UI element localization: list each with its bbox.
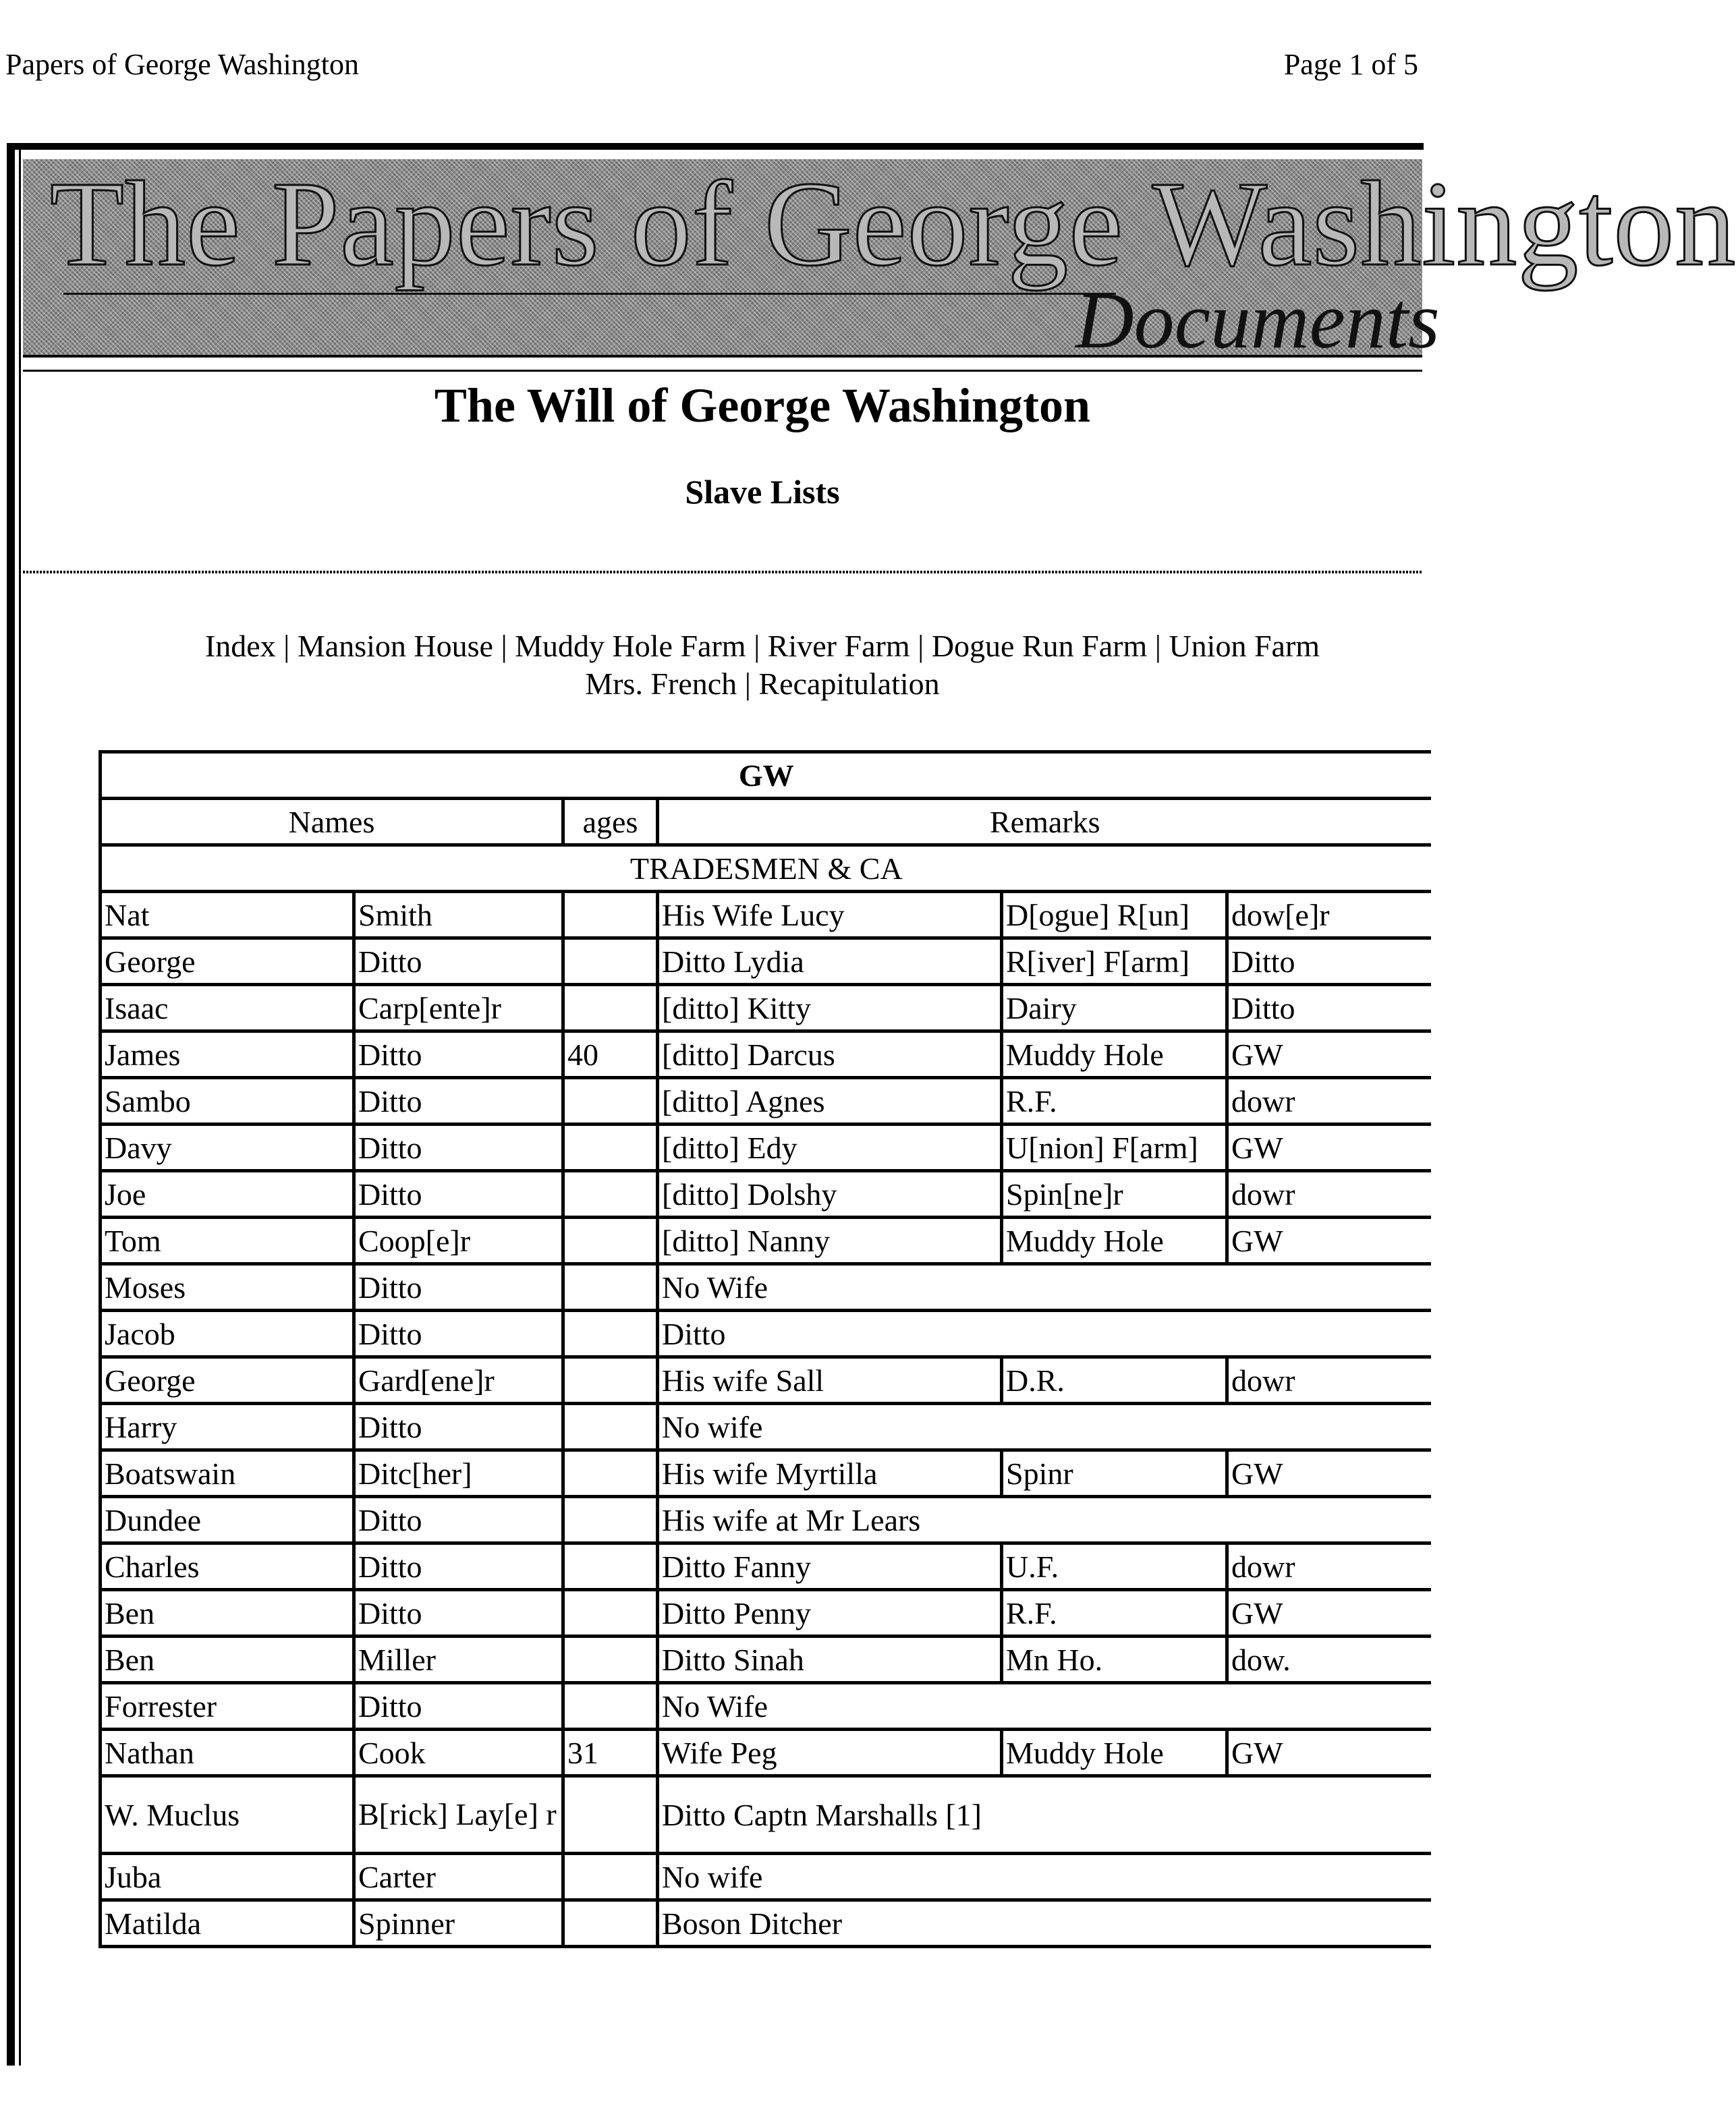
cell-place: Spin[ne]r (1002, 1171, 1227, 1218)
cell-remark: [ditto] Edy (658, 1125, 1002, 1171)
nav-separator: | (744, 666, 751, 701)
cell-remark: No Wife (658, 1683, 1431, 1730)
cell-age (563, 1590, 658, 1637)
cell-name: Juba (101, 1854, 354, 1900)
cell-age (563, 1125, 658, 1171)
cell-trade: Carp[ente]r (354, 985, 563, 1031)
table-row (101, 1730, 1431, 1776)
cell-remark: No wife (658, 1404, 1431, 1450)
cell-name: Harry (101, 1404, 354, 1450)
banner-divider (23, 370, 1422, 372)
cell-trade: Ditto (354, 938, 563, 985)
frame-top-border (7, 143, 1424, 150)
cell-trade: Ditto (354, 1404, 563, 1450)
cell-owner: dowr (1227, 1171, 1431, 1218)
column-header-ages: ages (563, 799, 658, 845)
table-row (101, 1590, 1431, 1637)
cell-place: Mn Ho. (1002, 1637, 1227, 1683)
cell-name: Charles (101, 1543, 354, 1590)
cell-owner: dowr (1227, 1543, 1431, 1590)
cell-owner: GW (1227, 1031, 1431, 1078)
banner-subtitle: Documents (1075, 275, 1440, 365)
nav-link-recapitulation[interactable]: Recapitulation (758, 666, 940, 701)
table-row (101, 1683, 1431, 1730)
cell-age: 40 (563, 1031, 658, 1078)
cell-remark: His wife Sall (658, 1357, 1002, 1404)
cell-name: Moses (101, 1264, 354, 1311)
nav-link-dogue-run-farm[interactable]: Dogue Run Farm (931, 629, 1148, 663)
cell-trade: Ditto (354, 1264, 563, 1311)
slave-list-table (99, 750, 1431, 1948)
banner-title: The Papers of George Washington (50, 157, 1736, 291)
page-subtitle: Slave Lists (685, 473, 840, 511)
cell-name: Boatswain (101, 1450, 354, 1497)
cell-name: Joe (101, 1171, 354, 1218)
cell-place: Muddy Hole (1002, 1031, 1227, 1078)
cell-trade: Ditto (354, 1311, 563, 1357)
cell-owner: GW (1227, 1218, 1431, 1264)
table-row (101, 1125, 1431, 1171)
dotted-divider (23, 571, 1422, 573)
cell-place: R.F. (1002, 1590, 1227, 1637)
cell-remark: [ditto] Kitty (658, 985, 1002, 1031)
cell-remark: Wife Peg (658, 1730, 1002, 1776)
table-row (101, 892, 1431, 938)
table-row (101, 1031, 1431, 1078)
nav-separator: | (501, 629, 507, 663)
cell-age (563, 1171, 658, 1218)
cell-trade: Ditto (354, 1543, 563, 1590)
cell-remark: No Wife (658, 1264, 1431, 1311)
table-row (101, 1218, 1431, 1264)
cell-remark: [ditto] Nanny (658, 1218, 1002, 1264)
table-row (101, 1497, 1431, 1543)
cell-name: Tom (101, 1218, 354, 1264)
cell-age (563, 1450, 658, 1497)
nav-link-river-farm[interactable]: River Farm (767, 629, 910, 663)
cell-trade: Ditto (354, 1683, 563, 1730)
table-row (101, 1543, 1431, 1590)
cell-name: W. Muclus (101, 1776, 354, 1854)
cell-place: D.R. (1002, 1357, 1227, 1404)
cell-place: R[iver] F[arm] (1002, 938, 1227, 985)
cell-owner: Ditto (1227, 985, 1431, 1031)
site-banner (23, 157, 1736, 365)
cell-owner: GW (1227, 1730, 1431, 1776)
section-heading: TRADESMEN & CA (101, 845, 1431, 892)
table-row (101, 1311, 1431, 1357)
column-header-names: Names (101, 799, 563, 845)
table-header-row (101, 799, 1431, 845)
cell-name: Matilda (101, 1900, 354, 1947)
table-row (101, 1404, 1431, 1450)
cell-trade: Ditto (354, 1590, 563, 1637)
table-row (101, 1264, 1431, 1311)
table-row (101, 1357, 1431, 1404)
cell-remark: Ditto Sinah (658, 1637, 1002, 1683)
cell-remark: Boson Ditcher (658, 1900, 1431, 1947)
cell-name: Dundee (101, 1497, 354, 1543)
cell-age (563, 1078, 658, 1125)
cell-age (563, 1900, 658, 1947)
cell-trade: Ditto (354, 1031, 563, 1078)
nav-link-mrs-french[interactable]: Mrs. French (585, 666, 737, 701)
nav-link-muddy-hole-farm[interactable]: Muddy Hole Farm (515, 629, 746, 663)
cell-remark: His wife at Mr Lears (658, 1497, 1431, 1543)
nav-separator: | (283, 629, 290, 663)
cell-age (563, 1404, 658, 1450)
cell-trade: Ditto (354, 1171, 563, 1218)
cell-name: Ben (101, 1637, 354, 1683)
cell-remark: His Wife Lucy (658, 892, 1002, 938)
cell-owner: Ditto (1227, 938, 1431, 985)
table-row (101, 1637, 1431, 1683)
cell-owner: dowr (1227, 1078, 1431, 1125)
cell-remark: Ditto Penny (658, 1590, 1002, 1637)
cell-age (563, 1543, 658, 1590)
nav-separator: | (754, 629, 760, 663)
cell-remark: [ditto] Darcus (658, 1031, 1002, 1078)
table-row (101, 1171, 1431, 1218)
table-owner-row (101, 752, 1431, 799)
cell-trade: Cook (354, 1730, 563, 1776)
nav-link-index[interactable]: Index (204, 629, 276, 663)
nav-link-union-farm[interactable]: Union Farm (1169, 629, 1320, 663)
cell-trade: Carter (354, 1854, 563, 1900)
cell-age (563, 1497, 658, 1543)
cell-name: Forrester (101, 1683, 354, 1730)
running-header-page: Page 1 of 5 (1283, 48, 1418, 81)
section-nav (101, 627, 1424, 703)
cell-age (563, 1218, 658, 1264)
cell-name: George (101, 1357, 354, 1404)
cell-age (563, 1776, 658, 1854)
cell-place: D[ogue] R[un] (1002, 892, 1227, 938)
cell-remark: His wife Myrtilla (658, 1450, 1002, 1497)
table-row (101, 1854, 1431, 1900)
cell-age (563, 892, 658, 938)
cell-name: Isaac (101, 985, 354, 1031)
table-row (101, 1776, 1431, 1854)
cell-remark: [ditto] Dolshy (658, 1171, 1002, 1218)
cell-trade: Ditc[her] (354, 1450, 563, 1497)
cell-remark: Ditto Lydia (658, 938, 1002, 985)
cell-age (563, 1854, 658, 1900)
table-row (101, 1900, 1431, 1947)
cell-remark: Ditto Fanny (658, 1543, 1002, 1590)
cell-name: James (101, 1031, 354, 1078)
cell-owner: dow[e]r (1227, 892, 1431, 938)
running-header-title: Papers of George Washington (5, 48, 359, 81)
cell-place: Muddy Hole (1002, 1730, 1227, 1776)
table-section-row (101, 845, 1431, 892)
cell-trade: Spinner (354, 1900, 563, 1947)
column-header-remarks: Remarks (658, 799, 1431, 845)
cell-age (563, 1637, 658, 1683)
cell-age (563, 938, 658, 985)
cell-remark: No wife (658, 1854, 1431, 1900)
cell-name: Jacob (101, 1311, 354, 1357)
cell-place: R.F. (1002, 1078, 1227, 1125)
cell-age (563, 1683, 658, 1730)
cell-age (563, 1357, 658, 1404)
cell-trade: Smith (354, 892, 563, 938)
cell-owner: GW (1227, 1590, 1431, 1637)
cell-place: Spinr (1002, 1450, 1227, 1497)
banner-rule (63, 293, 1116, 295)
cell-trade: Coop[e]r (354, 1218, 563, 1264)
cell-trade: Ditto (354, 1125, 563, 1171)
table-row (101, 938, 1431, 985)
cell-trade: Ditto (354, 1497, 563, 1543)
cell-age (563, 1264, 658, 1311)
cell-owner: dow. (1227, 1637, 1431, 1683)
nav-link-mansion-house[interactable]: Mansion House (297, 629, 493, 663)
cell-age (563, 1311, 658, 1357)
cell-name: Ben (101, 1590, 354, 1637)
frame-left-inner-border (19, 150, 21, 2066)
cell-remark: [ditto] Agnes (658, 1078, 1002, 1125)
cell-age: 31 (563, 1730, 658, 1776)
cell-name: Nathan (101, 1730, 354, 1776)
cell-trade: Gard[ene]r (354, 1357, 563, 1404)
cell-name: George (101, 938, 354, 985)
cell-trade: Miller (354, 1637, 563, 1683)
cell-owner: GW (1227, 1125, 1431, 1171)
cell-name: Sambo (101, 1078, 354, 1125)
table-row (101, 1450, 1431, 1497)
cell-trade: B[rick] Lay[e] r (354, 1776, 563, 1854)
nav-separator: | (1154, 629, 1161, 663)
owner-heading: GW (101, 752, 1431, 799)
cell-remark: Ditto (658, 1311, 1431, 1357)
cell-place: U[nion] F[arm] (1002, 1125, 1227, 1171)
cell-remark: Ditto Captn Marshalls [1] (658, 1776, 1431, 1854)
page-title: The Will of George Washington (434, 378, 1091, 432)
cell-place: Muddy Hole (1002, 1218, 1227, 1264)
cell-name: Davy (101, 1125, 354, 1171)
cell-age (563, 985, 658, 1031)
nav-separator: | (918, 629, 924, 663)
cell-place: Dairy (1002, 985, 1227, 1031)
cell-owner: GW (1227, 1450, 1431, 1497)
table-row (101, 1078, 1431, 1125)
cell-owner: dowr (1227, 1357, 1431, 1404)
cell-trade: Ditto (354, 1078, 563, 1125)
cell-place: U.F. (1002, 1543, 1227, 1590)
cell-name: Nat (101, 892, 354, 938)
table-row (101, 985, 1431, 1031)
